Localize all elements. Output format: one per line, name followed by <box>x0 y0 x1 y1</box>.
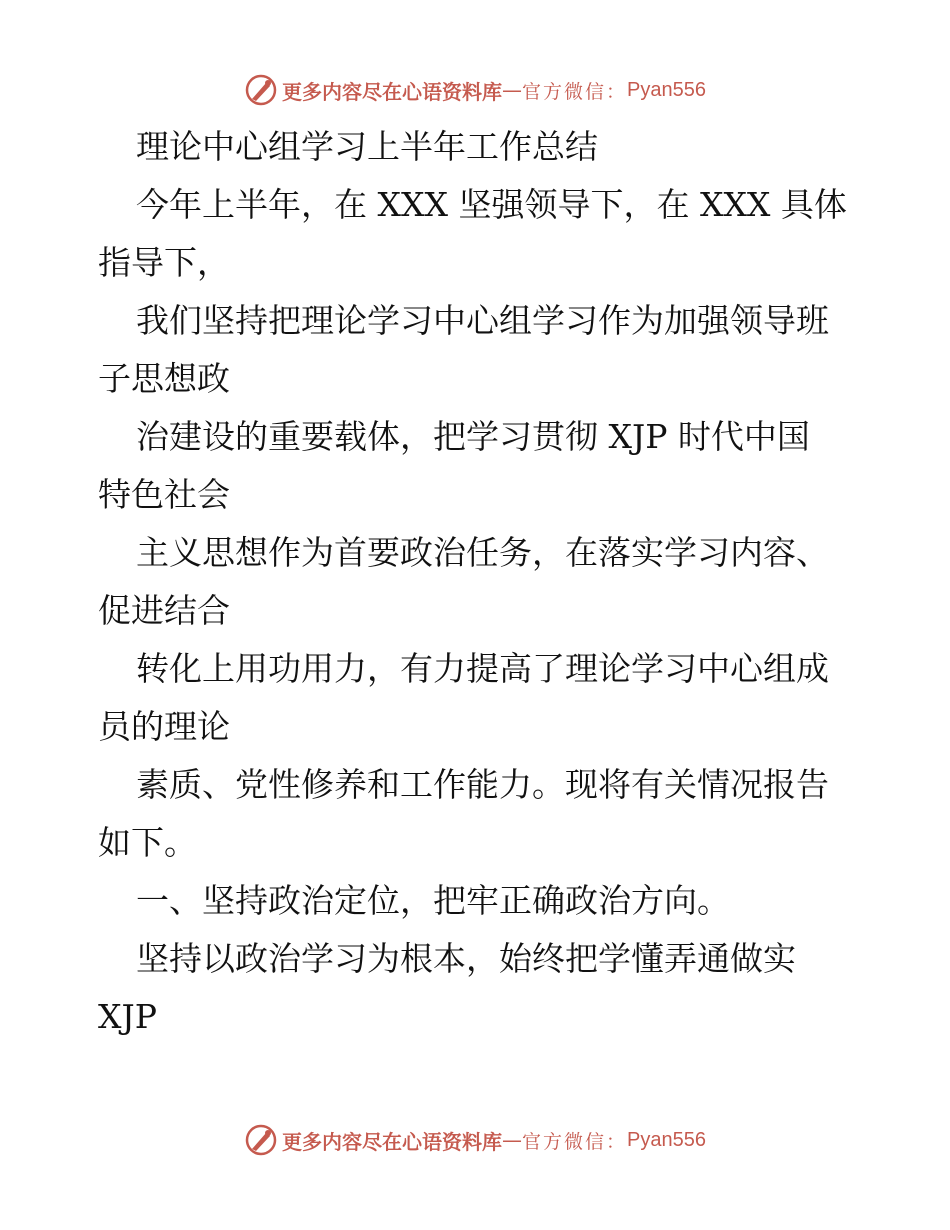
watermark-wechat-id: Pyan556 <box>627 1128 706 1151</box>
doc-line: XJP <box>98 997 157 1036</box>
watermark-separator: — <box>502 78 522 102</box>
watermark-banner-bottom <box>0 1120 950 1160</box>
doc-line: 坚持以政治学习为根本，始终把学懂弄通做实 <box>136 939 796 978</box>
watermark-wechat-id: Pyan556 <box>627 78 706 101</box>
watermark-wechat-label: 官方微信： <box>522 1130 628 1153</box>
doc-line: 转化上用功用力，有力提高了理论学习中心组成 <box>136 649 829 688</box>
doc-line: 员的理论 <box>98 707 230 746</box>
doc-line: 子思想政 <box>98 359 230 398</box>
watermark-banner-top <box>0 70 950 110</box>
doc-line: 指导下， <box>98 243 230 282</box>
doc-section-heading: 一、坚持政治定位，把牢正确政治方向。 <box>136 881 730 920</box>
watermark-wechat-label: 官方微信： <box>522 80 628 103</box>
watermark-main-text: 更多内容尽在心语资料库 <box>282 1129 502 1154</box>
doc-line: 促进结合 <box>98 591 230 630</box>
doc-title: 理论中心组学习上半年工作总结 <box>136 127 598 166</box>
doc-line: 素质、党性修养和工作能力。现将有关情况报告 <box>136 765 829 804</box>
watermark-separator: — <box>502 1128 522 1152</box>
document-body <box>98 118 858 1046</box>
doc-line: 治建设的重要载体，把学习贯彻 XJP 时代中国 <box>136 417 810 456</box>
doc-line: 今年上半年，在 XXX 坚强领导下，在 XXX 具体 <box>136 185 847 224</box>
doc-line: 主义思想作为首要政治任务，在落实学习内容、 <box>136 533 829 572</box>
doc-line: 我们坚持把理论学习中心组学习作为加强领导班 <box>136 301 829 340</box>
doc-line: 如下。 <box>98 823 197 862</box>
pen-logo-icon <box>244 1123 278 1157</box>
doc-line: 特色社会 <box>98 475 230 514</box>
watermark-main-text: 更多内容尽在心语资料库 <box>282 79 502 104</box>
pen-logo-icon <box>244 73 278 107</box>
